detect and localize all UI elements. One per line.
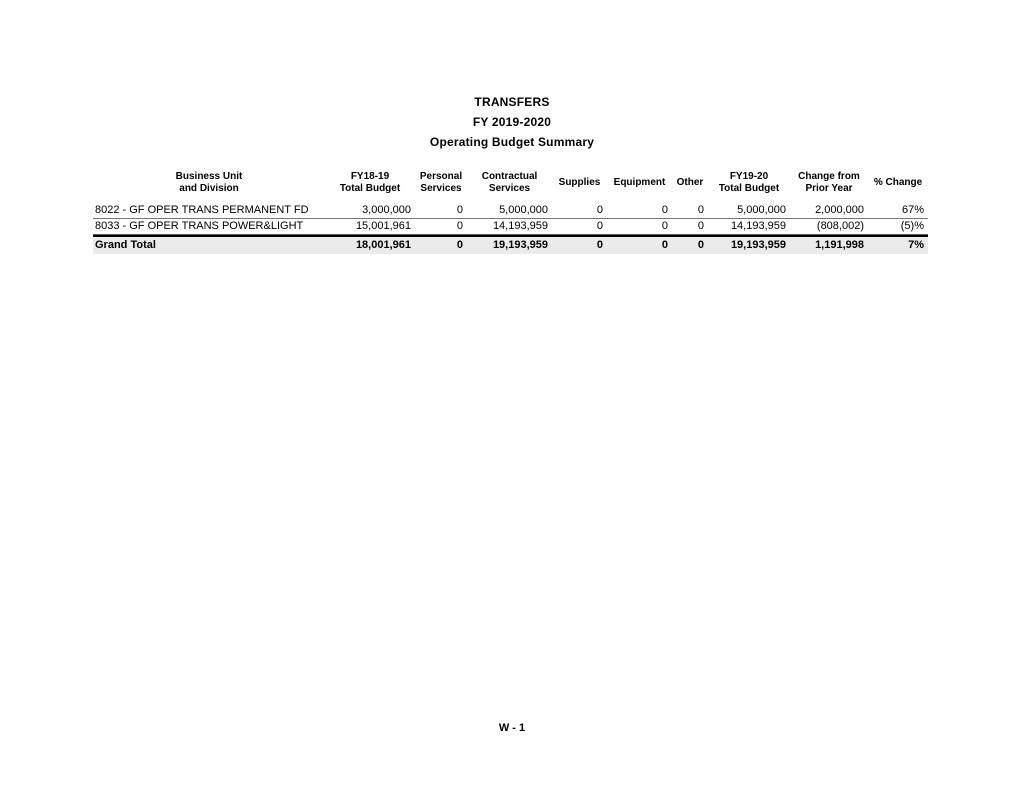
table-cell: 2,000,000: [790, 203, 868, 219]
table-cell: 0: [552, 219, 607, 235]
doc-title-line-2: FY 2019-2020: [472, 115, 552, 129]
table-cell: 0: [672, 203, 708, 219]
table-cell: 0: [607, 235, 672, 254]
doc-title-line-1: TRANSFERS: [474, 95, 550, 109]
column-header: FY18-19 Total Budget: [339, 171, 401, 194]
column-header: Contractual Services: [481, 171, 538, 194]
grand-total-row: [93, 235, 928, 254]
table-cell: 0: [607, 203, 672, 219]
table-header-row: [93, 171, 928, 203]
column-header: Equipment: [613, 177, 666, 188]
table-cell: (808,002): [790, 219, 868, 235]
table-cell: 7%: [868, 235, 928, 254]
table-row: [93, 219, 928, 235]
table-body: [93, 203, 928, 254]
table-cell: 0: [552, 235, 607, 254]
table-cell: 5,000,000: [708, 203, 790, 219]
column-header: % Change: [873, 177, 923, 188]
table-row: [93, 203, 928, 219]
table-cell: 18,001,961: [325, 235, 415, 254]
page-number: W - 1: [498, 722, 526, 734]
column-header: Change from Prior Year: [798, 171, 860, 194]
table-cell: 15,001,961: [325, 219, 415, 235]
table-cell: 5,000,000: [467, 203, 552, 219]
column-header: Business Unit and Division: [175, 171, 243, 194]
table-cell: 0: [552, 203, 607, 219]
table-cell: 0: [672, 219, 708, 235]
table-cell: 14,193,959: [708, 219, 790, 235]
table-cell: 14,193,959: [467, 219, 552, 235]
table-cell: 8022 - GF OPER TRANS PERMANENT FD: [93, 203, 325, 219]
column-header: Supplies: [558, 177, 601, 188]
document-title-block: [0, 92, 1024, 152]
table-cell: Grand Total: [93, 235, 325, 254]
table-cell: 8033 - GF OPER TRANS POWER&LIGHT: [93, 219, 325, 235]
table-cell: 3,000,000: [325, 203, 415, 219]
column-header: FY19-20 Total Budget: [718, 171, 780, 194]
table-cell: 19,193,959: [467, 235, 552, 254]
table-cell: 0: [672, 235, 708, 254]
column-header: Other: [676, 177, 704, 188]
table-cell: 0: [415, 203, 467, 219]
table-cell: 19,193,959: [708, 235, 790, 254]
column-header: Personal Services: [419, 171, 463, 194]
table-cell: 0: [415, 219, 467, 235]
table-cell: 1,191,998: [790, 235, 868, 254]
table-cell: (5)%: [868, 219, 928, 235]
operating-budget-summary-table: [93, 171, 928, 254]
budget-table-container: [93, 171, 928, 254]
table-cell: 67%: [868, 203, 928, 219]
table-cell: 0: [607, 219, 672, 235]
table-header: [93, 171, 928, 203]
doc-title-line-3: Operating Budget Summary: [429, 135, 595, 149]
table-cell: 0: [415, 235, 467, 254]
